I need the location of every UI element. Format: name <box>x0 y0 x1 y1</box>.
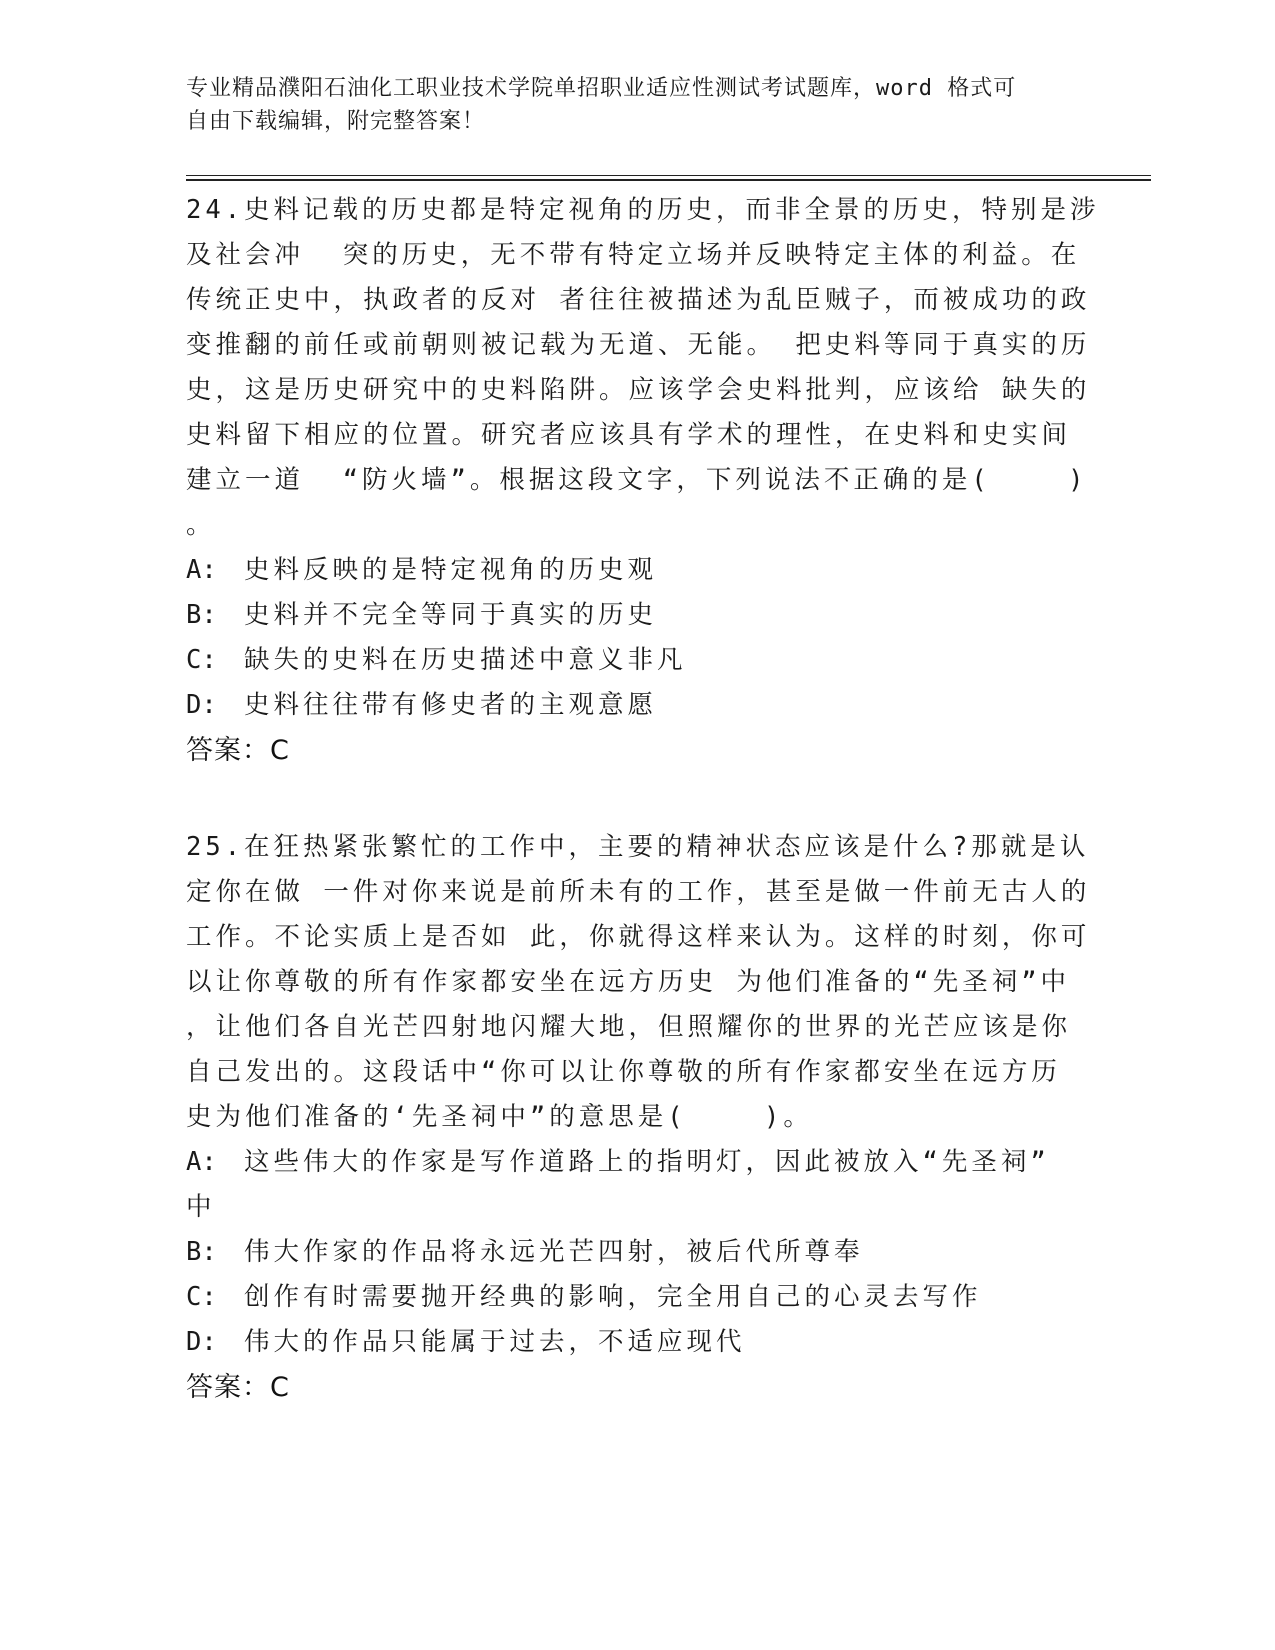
option-letter: B: <box>186 1237 217 1267</box>
option-c <box>186 1275 1066 1320</box>
option-list <box>186 1140 1066 1365</box>
option-c <box>186 638 1066 683</box>
option-text: 史料反映的是特定视角的历史观 <box>244 555 658 585</box>
option-letter: D: <box>186 1327 217 1357</box>
option-a <box>186 548 1066 593</box>
document-header <box>186 72 1066 138</box>
option-text: 缺失的史料在历史描述中意义非凡 <box>244 645 687 675</box>
option-text: 伟大的作品只能属于过去，不适应现代 <box>244 1327 746 1357</box>
stem-line: ，让他们各自光芒四射地闪耀大地，但照耀你的世界的光芒应该是你 <box>186 1012 1072 1042</box>
option-list <box>186 548 1066 728</box>
stem-line: 自己发出的。这段话中“你可以让你尊敬的所有作家都安坐在远方历 <box>186 1057 1061 1087</box>
question-24 <box>186 188 1100 774</box>
option-text: 创作有时需要抛开经典的影响，完全用自己的心灵去写作 <box>244 1282 982 1312</box>
option-d <box>186 1320 1066 1365</box>
stem-line: 传统正史中，执政者的反对 者往往被描述为乱臣贼子，而被成功的政 <box>186 285 1091 315</box>
stem-line: 以让你尊敬的所有作家都安坐在远方历史 为他们准备的“先圣祠”中 <box>186 967 1071 997</box>
header-line-2: 自由下载编辑，附完整答案！ <box>186 109 486 134</box>
question-stem <box>186 188 1100 548</box>
stem-line: 。 <box>186 510 216 540</box>
header-divider-thick <box>186 179 1151 181</box>
stem-line: 定你在做 一件对你来说是前所未有的工作，甚至是做一件前无古人的 <box>186 877 1091 907</box>
answer-key: 答案：C <box>186 1372 290 1403</box>
option-letter: D: <box>186 690 217 720</box>
question-25 <box>186 825 1091 1411</box>
stem-line: 及社会冲 突的历史，无不带有特定立场并反映特定主体的利益。在 <box>186 240 1081 270</box>
header-line-1: 专业精品濮阳石油化工职业技术学院单招职业适应性测试考试题库，word 格式可 <box>186 76 1017 101</box>
option-b <box>186 593 1066 638</box>
stem-line: 史，这是历史研究中的史料陷阱。应该学会史料批判，应该给 缺失的 <box>186 375 1091 405</box>
option-text: 史料往往带有修史者的主观意愿 <box>244 690 658 720</box>
option-letter: C: <box>186 1282 217 1312</box>
stem-line: 建立一道 “防火墙”。根据这段文字，下列说法不正确的是( ) <box>186 465 1088 495</box>
option-text: 这些伟大的作家是写作道路上的指明灯，因此被放入“先圣祠” <box>244 1147 1050 1177</box>
option-a-continuation: 中 <box>186 1192 216 1222</box>
option-letter: C: <box>186 645 217 675</box>
option-letter: B: <box>186 600 217 630</box>
option-text: 伟大作家的作品将永远光芒四射，被后代所尊奉 <box>244 1237 864 1267</box>
option-b <box>186 1230 1066 1275</box>
stem-line: 24.史料记载的历史都是特定视角的历史，而非全景的历史，特别是涉 <box>186 195 1100 225</box>
question-stem <box>186 825 1091 1140</box>
option-a <box>186 1140 1066 1185</box>
answer-key: 答案：C <box>186 735 290 766</box>
stem-line: 25.在狂热紧张繁忙的工作中，主要的精神状态应该是什么?那就是认 <box>186 832 1090 862</box>
stem-line: 史料留下相应的位置。研究者应该具有学术的理性，在史料和史实间 <box>186 420 1072 450</box>
stem-line: 工作。不论实质上是否如 此，你就得这样来认为。这样的时刻，你可 <box>186 922 1091 952</box>
option-letter: A: <box>186 555 217 585</box>
header-divider-thin <box>186 175 1151 176</box>
stem-line: 变推翻的前任或前朝则被记载为无道、无能。 把史料等同于真实的历 <box>186 330 1091 360</box>
option-letter: A: <box>186 1147 217 1177</box>
stem-line: 史为他们准备的‘先圣祠中”的意思是( )。 <box>186 1102 813 1132</box>
option-d <box>186 683 1066 728</box>
option-text: 史料并不完全等同于真实的历史 <box>244 600 658 630</box>
